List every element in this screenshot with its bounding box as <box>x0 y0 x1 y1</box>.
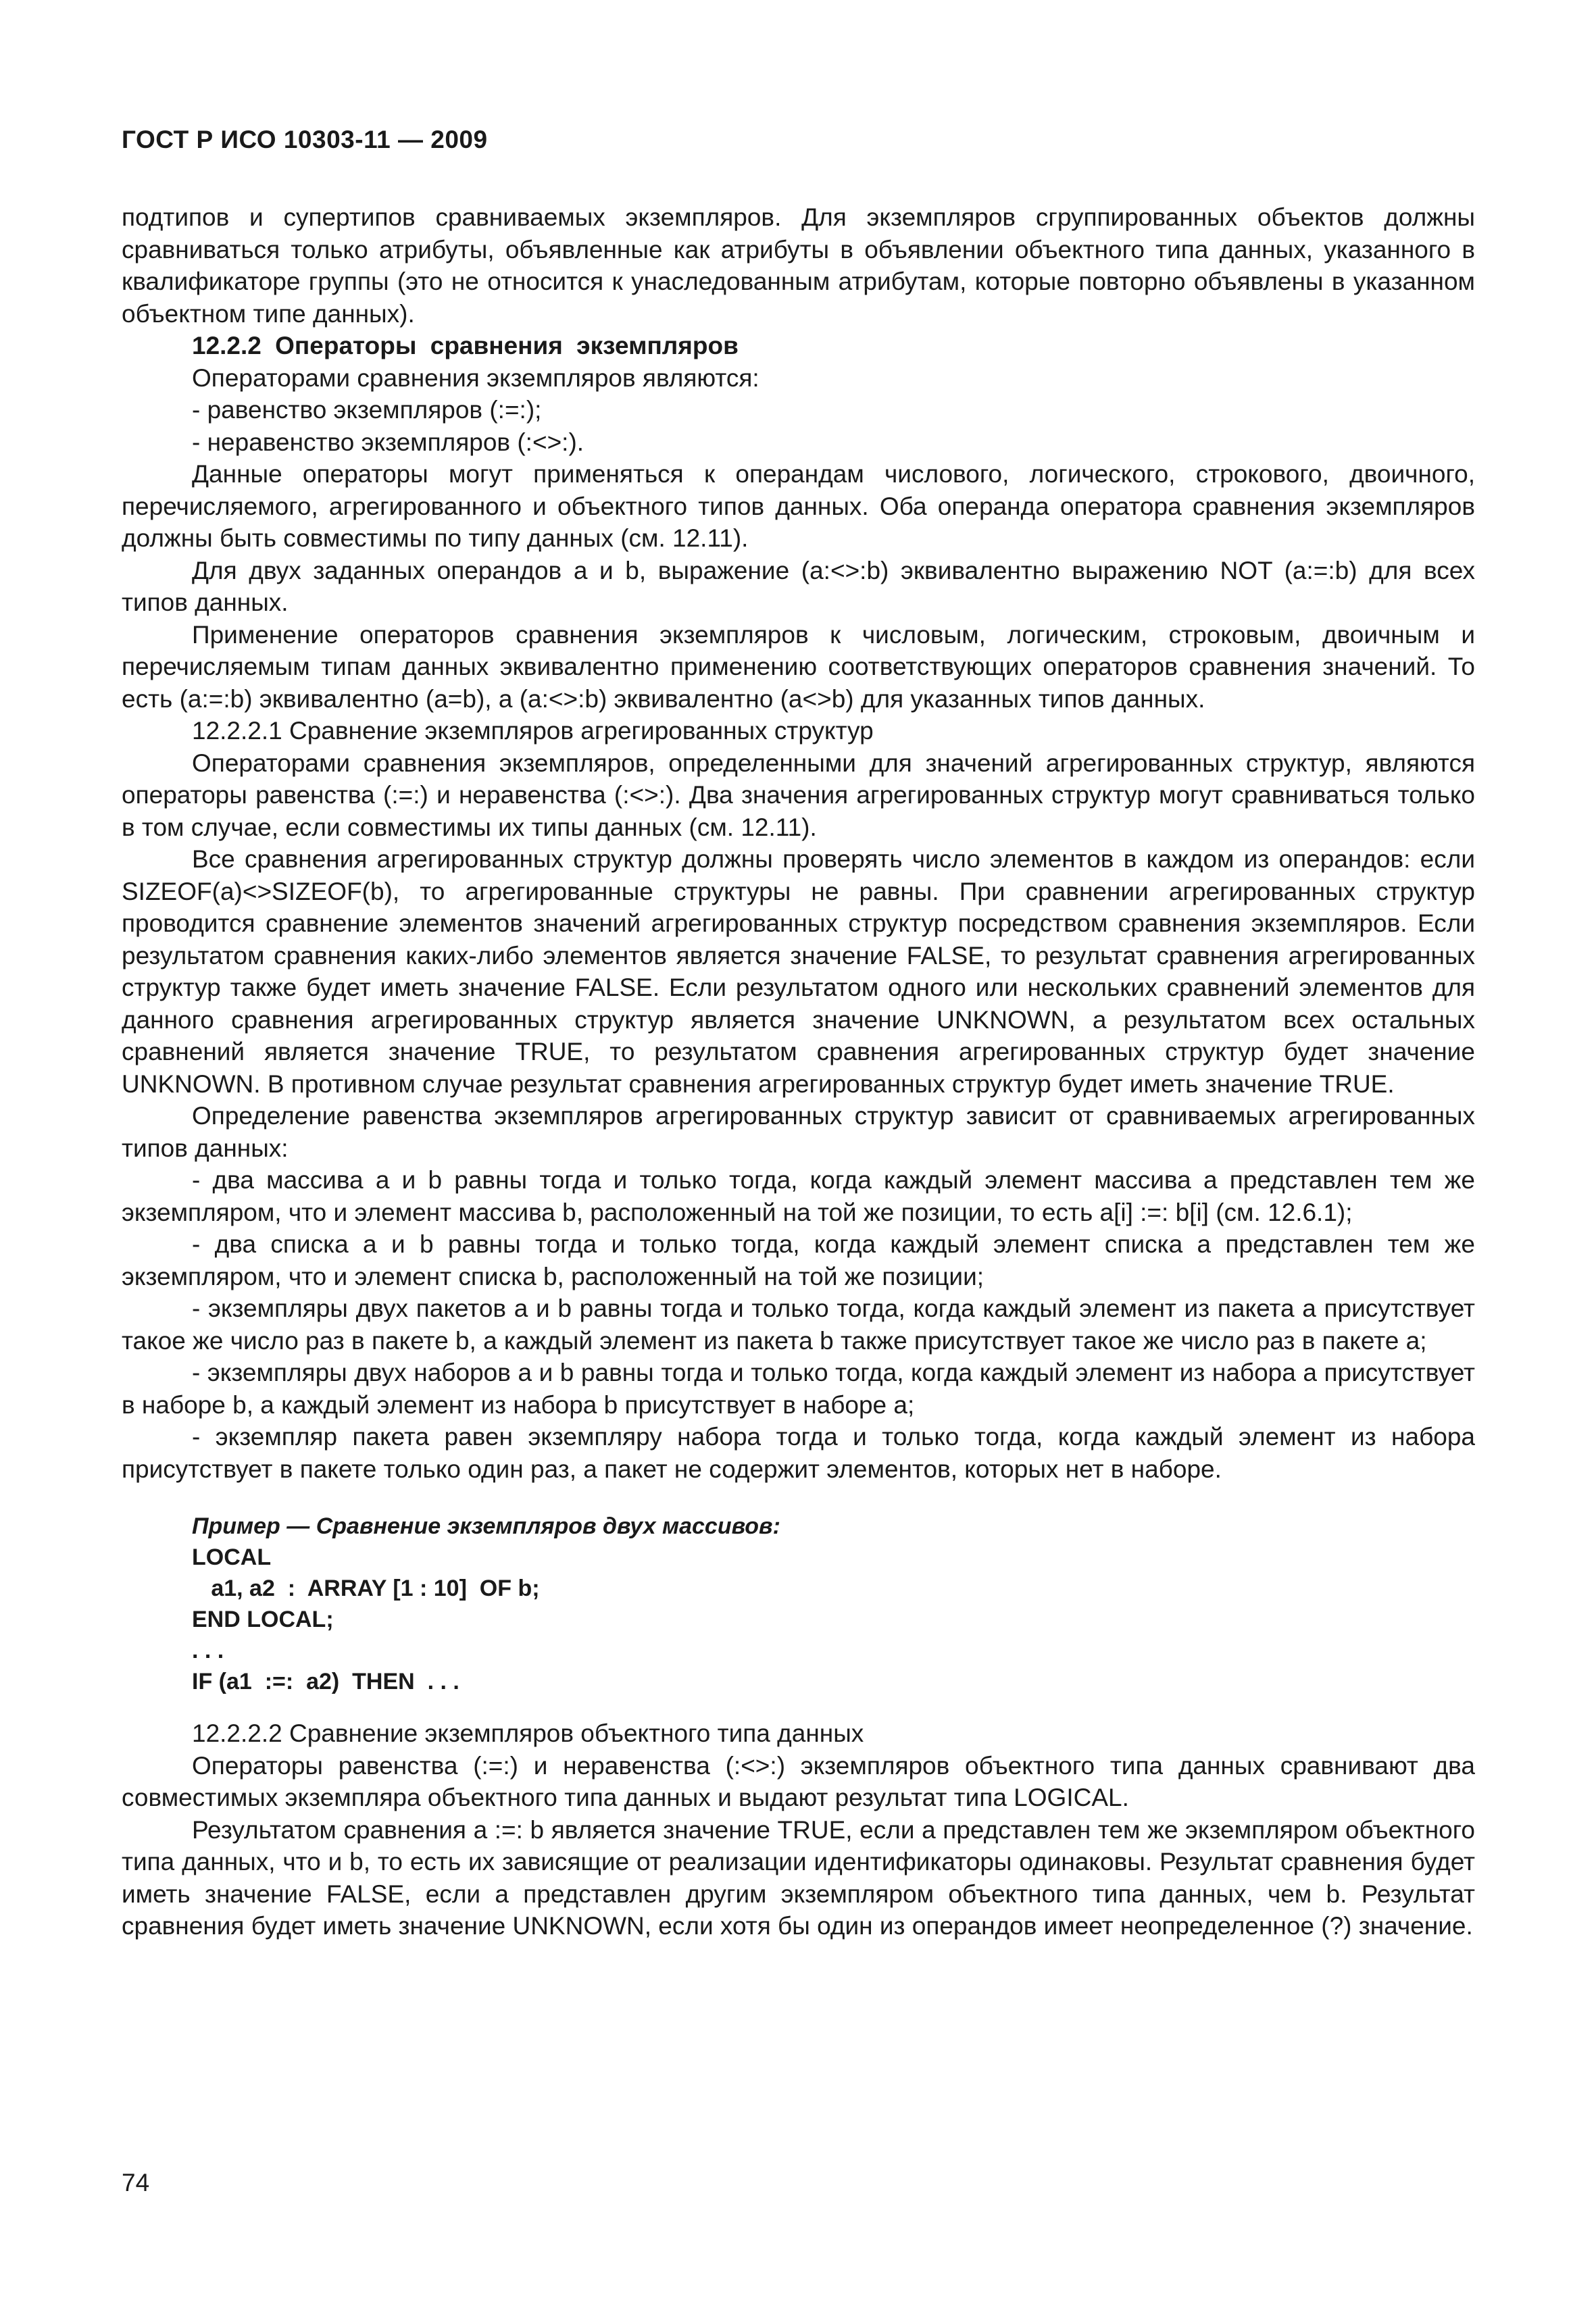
list-item: - экземпляры двух наборов a и b равны тогда и только тогда, когда каждый элемент из набора a присутствует в наборе b, а каждый элемент из набора b присутствует в наборе a; <box>122 1359 1475 1419</box>
page-number: 74 <box>122 2169 150 2196</box>
paragraph: подтипов и супертипов сравниваемых экземпляров. Для экземпляров сгруппированных объектов должны сравниваться только атрибуты, объявленные как атрибуты в объявлении объектного типа данных, указанного в квалификаторе группы (это не относится к унаследованным атрибутам, которые повторно объявлены в указанном объектном типе данных). <box>122 203 1475 328</box>
paragraph: Операторами сравнения экземпляров, определенными для значений агрегированных структур, являются операторы равенства (:=:) и неравенства (:<>:). Два значения агрегированных структур могут сравниваться только в том случае, если совместимы их типы данных (см. 12.11). <box>122 749 1475 841</box>
document-body <box>122 201 1475 1942</box>
code-line: a1, a2 : ARRAY [1 : 10] OF b; <box>192 1576 540 1601</box>
list-item: - экземпляр пакета равен экземпляру набора тогда и только тогда, когда каждый элемент из набора присутствует в пакете только один раз, а пакет не содержит элементов, которых нет в наборе. <box>122 1423 1475 1483</box>
paragraph: Операторы равенства (:=:) и неравенства (:<>:) экземпляров объектного типа данных сравнивают два совместимых экземпляра объектного типа данных и выдают результат типа LOGICAL. <box>122 1751 1475 1811</box>
code-line: END LOCAL; <box>192 1607 334 1632</box>
paragraph: Определение равенства экземпляров агрегированных структур зависит от сравниваемых агрегированных типов данных: <box>122 1102 1475 1162</box>
list-item: - два списка a и b равны тогда и только тогда, когда каждый элемент списка a представлен тем же экземпляром, что и элемент списка b, расположенный на той же позиции; <box>122 1230 1475 1290</box>
subsection-heading: 12.2.2.1 Сравнение экземпляров агрегированных структур <box>192 717 874 745</box>
example-title: Пример — Сравнение экземпляров двух массивов: <box>192 1513 780 1539</box>
code-line: . . . <box>192 1638 224 1663</box>
paragraph: Для двух заданных операндов a и b, выражение (a:<>:b) эквивалентно выражению NOT (a:=:b) для всех типов данных. <box>122 556 1475 616</box>
page-header: ГОСТ Р ИСО 10303-11 — 2009 <box>122 126 488 153</box>
paragraph: Все сравнения агрегированных структур должны проверять число элементов в каждом из операндов: если SIZEOF(a)<>SIZEOF(b), то агрегированные структуры не равны. При сравнении агрегированных структур проводится сравнение элементов значений агрегированных структур посредством сравнения экземпляров. Если результатом сравнения каких-либо элементов является значение FALSE, то результат сравнения агрегированных структур также будет иметь значение FALSE. Если результатом одного или нескольких сравнений элементов для данного сравнения агрегированных структур является значение UNKNOWN, а результатом всех остальных сравнений является значение TRUE, то результатом сравнения агрегированных структур будет значение UNKNOWN. В противном случае результат сравнения агрегированных структур будет иметь значение TRUE. <box>122 845 1475 1098</box>
paragraph: Данные операторы могут применяться к операндам числового, логического, строкового, двоичного, перечисляемого, агрегированного и объектного типов данных. Оба операнда оператора сравнения экземпляров должны быть совместимы по типу данных (см. 12.11). <box>122 460 1475 552</box>
code-line: LOCAL <box>192 1544 272 1570</box>
subsection-heading: 12.2.2.2 Сравнение экземпляров объектного типа данных <box>192 1719 864 1747</box>
paragraph: Операторами сравнения экземпляров являются: <box>192 363 759 392</box>
code-example <box>122 1511 1475 1697</box>
paragraph: Результатом сравнения a :=: b является значение TRUE, если a представлен тем же экземпляром объектного типа данных, что и b, то есть их зависящие от реализации идентификаторы одинаковы. Результат сравнения будет иметь значение FALSE, если a представлен другим экземпляром объектного типа данных, чем b. Результат сравнения будет иметь значение UNKNOWN, если хотя бы один из операндов имеет неопределенное (?) значение. <box>122 1815 1475 1940</box>
list-item: - экземпляры двух пакетов a и b равны тогда и только тогда, когда каждый элемент из пакета a присутствует такое же число раз в пакете b, а каждый элемент из пакета b также присутствует такое же число раз в пакете a; <box>122 1294 1475 1355</box>
list-item: - два массива a и b равны тогда и только тогда, когда каждый элемент массива a представлен тем же экземпляром, что и элемент массива b, расположенный на той же позиции, то есть a[i] :=: b[i] (см. 12.6.1); <box>122 1166 1475 1226</box>
code-line: IF (a1 :=: a2) THEN . . . <box>192 1669 459 1694</box>
list-item: - неравенство экземпляров (:<>:). <box>192 428 584 456</box>
section-heading: 12.2.2 Операторы сравнения экземпляров <box>192 332 739 359</box>
list-item: - равенство экземпляров (:=:); <box>192 396 542 424</box>
paragraph: Применение операторов сравнения экземпляров к числовым, логическим, строковым, двоичным и перечисляемым типам данных эквивалентно применению соответствующих операторов сравнения значений. То есть (a:=:b) эквивалентно (a=b), а (a:<>:b) эквивалентно (a<>b) для указанных типов данных. <box>122 620 1475 713</box>
